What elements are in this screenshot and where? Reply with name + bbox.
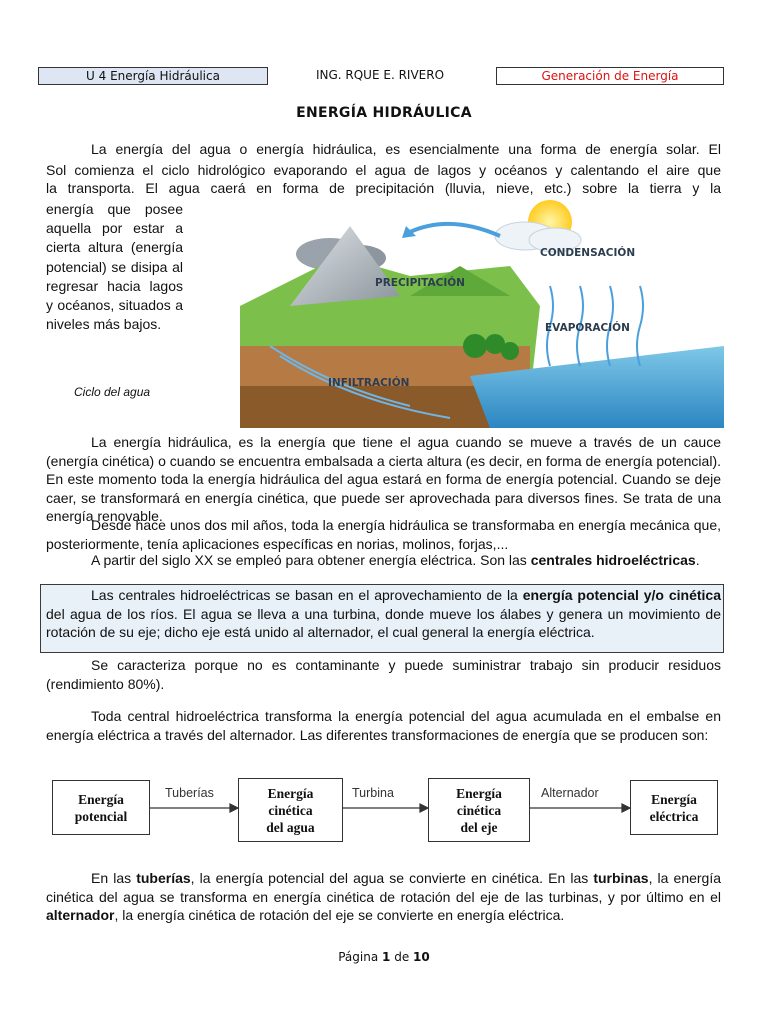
header-subject: Generación de Energía bbox=[496, 67, 724, 85]
p7-text: , la energía cinética del agua se transforma en energía cinética de rotación del eje de las turbinas, y por último en el bbox=[46, 870, 722, 905]
highlight-post: del agua de los ríos. El agua se lleva a una turbina, donde mueve los álabes y genera un movimiento de rotación de su eje; dicho eje está unido al alternador, el cual general la energía eléctrica. bbox=[46, 605, 721, 640]
flow-box-line: del eje bbox=[460, 819, 498, 835]
p4-text: A partir del siglo XX se empleó para obtener energía eléctrica. Son las bbox=[91, 552, 527, 568]
highlight-pre: Las centrales hidroeléctricas se basan en el aprovechamiento de la bbox=[91, 587, 518, 603]
p7-text: En las bbox=[91, 870, 132, 886]
arrowhead-icon bbox=[622, 804, 630, 812]
intro-line-2: Sol comienza el ciclo hidrológico evaporando el agua de lagos y océanos y calentando el aire que bbox=[46, 161, 721, 178]
flow-box-line: eléctrica bbox=[649, 808, 699, 824]
arrowhead-icon bbox=[230, 804, 238, 812]
flow-box-line: cinética bbox=[268, 802, 313, 818]
arrowhead-icon bbox=[420, 804, 428, 812]
figure-caption: Ciclo del agua bbox=[74, 385, 151, 399]
footer-total-pages: 10 bbox=[413, 950, 430, 964]
highlight-bold: energía potencial y/o cinética bbox=[522, 587, 721, 603]
flow-box-line: del agua bbox=[266, 819, 315, 835]
flow-box-line: potencial bbox=[74, 808, 128, 824]
flow-box-line: Energía bbox=[651, 791, 697, 807]
p7-bold-tuberias: tuberías bbox=[136, 870, 191, 886]
p7-bold-alternador: alternador bbox=[46, 907, 115, 923]
flow-label-pipes: Tuberías bbox=[165, 786, 214, 800]
paragraph-conversions bbox=[46, 869, 721, 925]
flow-label-alternator: Alternador bbox=[541, 786, 599, 800]
p7-bold-turbinas: turbinas bbox=[593, 870, 649, 886]
paragraph-transformations: Toda central hidroeléctrica transforma la energía potencial del agua acumulada en el embalse en energía eléctrica a través del alternador. Las diferentes transformaciones de energía que se producen son: bbox=[46, 708, 721, 743]
label-condensation: CONDENSACIÓN bbox=[540, 247, 636, 259]
intro-narrow-text: energía que posee aquella por estar a cierta altura (energía potencial) se disipa al regresar hacia lagos y océanos, situados a niveles más bajos. bbox=[46, 201, 183, 333]
flow-box-line: cinética bbox=[456, 802, 502, 818]
p4-end: . bbox=[695, 552, 700, 568]
header-author: ING. RQUE E. RIVERO bbox=[315, 68, 445, 82]
p7-text: , la energía cinética de rotación del eje se convierte en energía eléctrica. bbox=[114, 907, 565, 923]
label-precipitation: PRECIPITACIÓN bbox=[375, 277, 465, 289]
footer-current-page: 1 bbox=[382, 950, 391, 964]
flow-label-turbine: Turbina bbox=[352, 786, 394, 800]
label-infiltration: INFILTRACIÓN bbox=[328, 377, 410, 389]
intro-line-1: La energía del agua o energía hidráulica, es esencialmente una forma de energía solar. El bbox=[91, 141, 721, 157]
p4-bold: centrales hidroeléctricas bbox=[530, 552, 696, 568]
paragraph-history: Desde hace unos dos mil años, toda la energía hidráulica se transformaba en energía mecánica que, posteriormente, tenía aplicaciones específicas en norias, molinos, forjas,... bbox=[46, 517, 721, 552]
header-unit: U 4 Energía Hidráulica bbox=[38, 67, 268, 85]
footer-of-label: de bbox=[394, 950, 410, 964]
intro-line-3: la transporta. El agua caerá en forma de precipitación (lluvia, nieve, etc.) sobre la tierra y la bbox=[46, 180, 721, 196]
page-footer bbox=[0, 950, 768, 964]
label-evaporation: EVAPORACIÓN bbox=[545, 322, 630, 334]
footer-page-label: Página bbox=[338, 950, 379, 964]
flow-box-line: Energía bbox=[456, 785, 502, 801]
paragraph-hydraulic-energy: La energía hidráulica, es la energía que tiene el agua cuando se mueve a través de un cauce (energía cinética) o cuando se encuentra embalsada a cierta altura (es decir, en forma de energía potencial). En este momento toda la energía hidráulica del agua estará en forma de energía potencial. Cuando se deje caer, se transformará en energía cinética, que puede ser aprovechada para diversos fines. Se trata de una energía renovable. bbox=[46, 434, 721, 524]
paragraph-characteristics: Se caracteriza porque no es contaminante y puede suministrar trabajo sin producir residuos (rendimiento 80%). bbox=[46, 657, 721, 692]
flow-box-line: Energía bbox=[78, 791, 124, 807]
page-title: ENERGÍA HIDRÁULICA bbox=[296, 105, 472, 121]
flow-box-line: Energía bbox=[267, 785, 314, 801]
p7-text: , la energía potencial del agua se convierte en cinética. En las bbox=[190, 870, 589, 886]
